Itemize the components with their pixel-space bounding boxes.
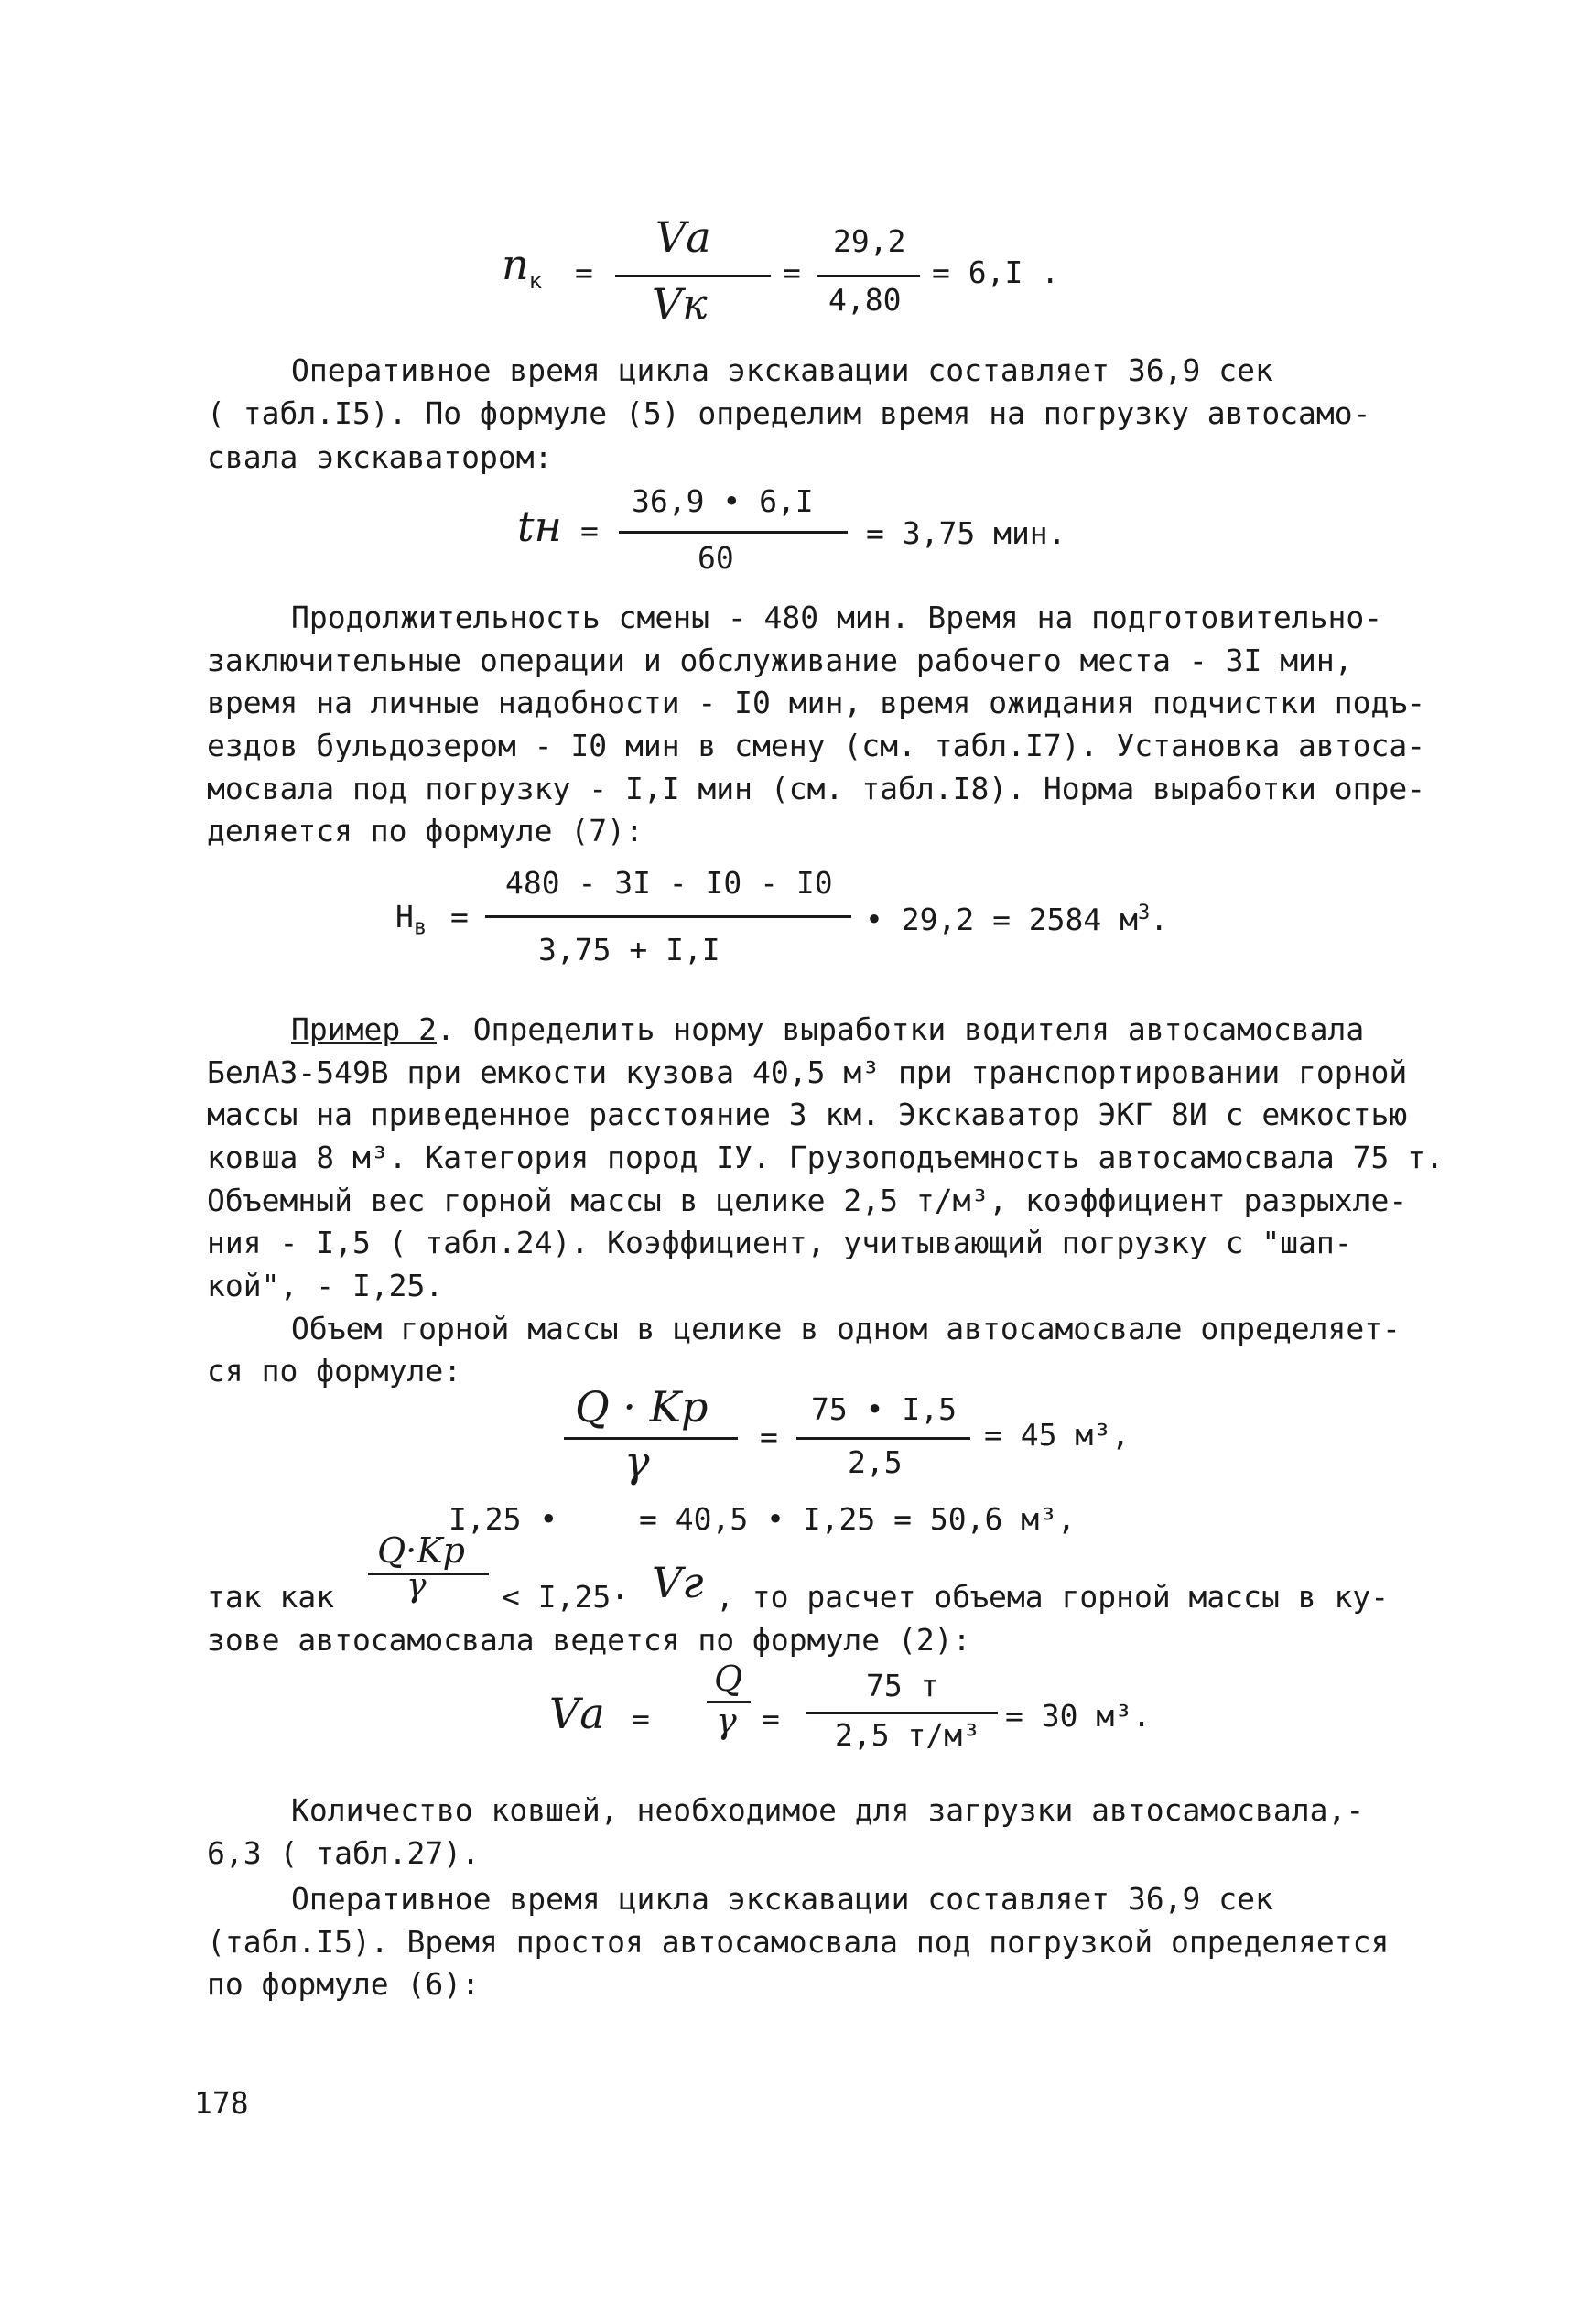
para-4-frac-den-handwritten: γ (406, 1567, 427, 1605)
formula-3-bar (485, 915, 851, 918)
formula-1-result: = 6,I . (932, 254, 1060, 290)
text-line: (табл.I5). Время простоя автосамосвала под погрузкой определяется (207, 1924, 1390, 1960)
formula-2-equals: = (580, 513, 599, 548)
formula-1-bar-2 (817, 275, 920, 277)
formula-6-den: 2,5 т/м³ (835, 1717, 980, 1753)
formula-2-result: = 3,75 мин. (866, 515, 1066, 551)
formula-4-bar-2 (796, 1437, 970, 1440)
formula-4-num-handwritten: Q · Kp (575, 1382, 709, 1432)
formula-4-den-handwritten: γ (624, 1437, 650, 1486)
formula-6-lhs-handwritten: Vа (549, 1689, 605, 1738)
text-line: Объем горной массы в целике в одном автосамосвале определяет- (291, 1311, 1401, 1346)
para-4-frac-num-handwritten: Q·Kp (377, 1530, 465, 1571)
formula-6-frac1-num-handwritten: Q (714, 1659, 743, 1699)
formula-1-bar-1 (615, 275, 771, 277)
formula-2-den: 60 (698, 540, 734, 576)
formula-3-den: 3,75 + I,I (538, 932, 720, 967)
formula-6-result: = 30 м³. (1005, 1698, 1151, 1734)
text-line: кой", - I,25. (207, 1268, 444, 1303)
text-line: свала экскаватором: (207, 439, 553, 475)
formula-1-den-handwritten: Vк (652, 279, 708, 329)
example-2-heading: Пример 2 (291, 1011, 437, 1047)
text-line: Оперативное время цикла экскавации составляет 36,9 сек (291, 1881, 1273, 1917)
text-line: время на личные надобности - I0 мин, время ожидания подчистки подъ- (207, 685, 1426, 720)
formula-4-result: = 45 м³, (984, 1417, 1130, 1453)
formula-3-equals: = (450, 899, 469, 935)
formula-4-den: 2,5 (848, 1444, 903, 1480)
text-line: ния - I,5 ( табл.24). Коэффициент, учитывающий погрузку с "шап- (207, 1225, 1353, 1260)
example-2-first-line: Пример 2. Определить норму выработки водителя автосамосвала (291, 1011, 1365, 1047)
formula-1-lhs: $n_к$ (502, 240, 543, 295)
formula-1-den: 4,80 (828, 282, 902, 318)
para-4-vr-handwritten: Vг (652, 1558, 704, 1607)
text-line: ся по формуле: (207, 1353, 462, 1389)
text-line: Продолжительность смены - 480 мин. Время на подготовительно- (291, 600, 1383, 635)
formula-6-num: 75 т (866, 1668, 939, 1703)
para-4-compare: < I,25· (502, 1579, 630, 1615)
formula-3-lhs: $Н_в$ (395, 899, 427, 940)
formula-1-num-handwritten: Vа (655, 212, 711, 262)
formula-6-frac1-den-handwritten: γ (716, 1701, 737, 1741)
formula-6-equals-2: = (762, 1701, 780, 1736)
formula-6-equals: = (632, 1701, 650, 1736)
formula-1-equals: = (575, 254, 593, 290)
text-line: по формуле (6): (207, 1966, 481, 2002)
formula-2-bar (619, 531, 848, 534)
formula-2-num: 36,9 • 6,I (632, 483, 814, 519)
para-4-prefix: так как (207, 1579, 335, 1615)
text-line: Оперативное время цикла экскавации составляет 36,9 сек (291, 352, 1273, 388)
text-line: ( табл.I5). По формуле (5) определим время на погрузку автосамо- (207, 395, 1371, 431)
text-line: ковша 8 м³. Категория пород IУ. Грузоподъемность автосамосвала 75 т. (207, 1140, 1445, 1175)
text-line: массы на приведенное расстояние 3 км. Экскаватор ЭКГ 8И с емкостью (207, 1097, 1408, 1132)
formula-1-equals-2: = (783, 254, 801, 290)
text-line: ездов бульдозером - I0 мин в смену (см. табл.I7). Установка автоса- (207, 728, 1426, 763)
text-line: мосвала под погрузку - I,I мин (см. табл.I8). Норма выработки опре- (207, 771, 1426, 806)
text-line: заключительные операции и обслуживание рабочего места - 3I мин, (207, 643, 1353, 678)
page-number: 178 (194, 2085, 249, 2121)
formula-6-bar (806, 1712, 998, 1714)
formula-1-num: 29,2 (833, 223, 906, 259)
text-line: Объемный вес горной массы в целике 2,5 т/м³, коэффициент разрыхле- (207, 1183, 1408, 1218)
formula-5-right: = 40,5 • I,25 = 50,6 м³, (639, 1501, 1076, 1537)
formula-4-num: 75 • I,5 (811, 1391, 957, 1427)
text-line: Количество ковшей, необходимое для загрузки автосамосвала,- (291, 1792, 1365, 1828)
text-line: 6,3 ( табл.27). (207, 1835, 481, 1871)
text-line: зове автосамосвала ведется по формуле (2): (207, 1622, 971, 1658)
para-4-suffix: , то расчет объема горной массы в ку- (716, 1579, 1390, 1615)
text-line: деляется по формуле (7): (207, 813, 644, 849)
formula-3-num: 480 - 3I - I0 - I0 (505, 865, 833, 901)
text-line: БелАЗ-549В при емкости кузова 40,5 м³ при транспортировании горной (207, 1054, 1408, 1090)
formula-4-equals: = (760, 1419, 778, 1454)
formula-5-left: I,25 • (449, 1501, 558, 1537)
formula-3-result: • 29,2 = 2584 $м^3$. (865, 902, 1169, 937)
formula-2-lhs: tн (517, 502, 562, 551)
formula-4-bar-1 (564, 1437, 738, 1440)
para-4-frac-bar (368, 1573, 489, 1575)
